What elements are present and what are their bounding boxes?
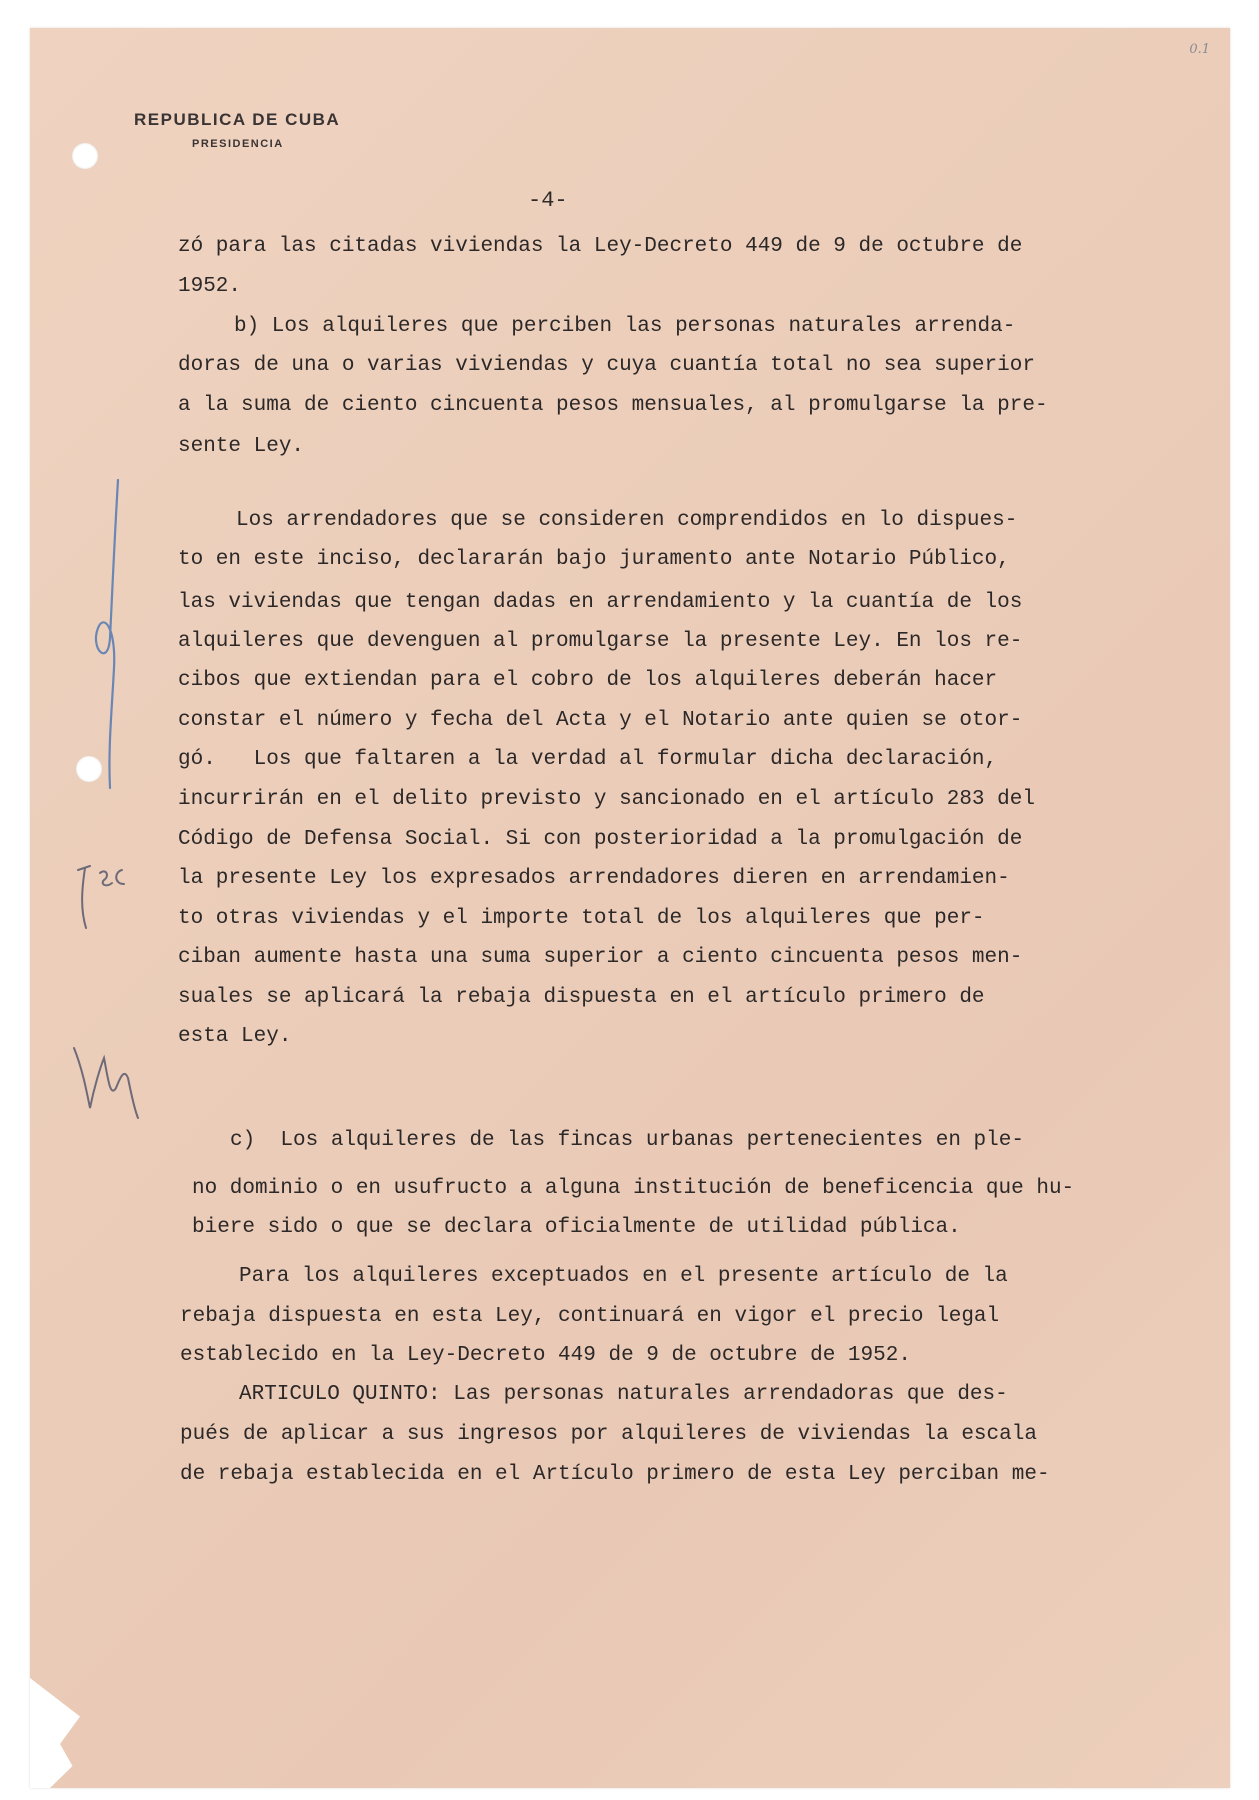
body-line: doras de una o varias viviendas y cuya cuantía total no sea superior [178, 354, 1035, 377]
punch-hole-bottom [76, 756, 102, 782]
corner-annotation: 0.1 [1189, 42, 1210, 57]
body-line: to en este inciso, declararán bajo juramento ante Notario Público, [178, 548, 1010, 571]
body-line: biere sido o que se declara oficialmente de utilidad pública. [192, 1216, 961, 1239]
body-line: gó. Los que faltaren a la verdad al formular dicha declaración, [178, 748, 998, 771]
body-line: pués de aplicar a sus ingresos por alquileres de viviendas la escala [180, 1423, 1037, 1446]
body-line: la presente Ley los expresados arrendadores dieren en arrendamien- [178, 867, 1010, 890]
letterhead [134, 110, 340, 150]
body-line: rebaja dispuesta en esta Ley, continuará en vigor el precio legal [180, 1305, 1000, 1328]
body-line: a la suma de ciento cincuenta pesos mensuales, al promulgarse la pre- [178, 394, 1048, 417]
margin-annotations [30, 28, 230, 1228]
body-line: ciban aumente hasta una suma superior a ciento cincuenta pesos men- [178, 946, 1023, 969]
body-line: c) Los alquileres de las fincas urbanas pertenecientes en ple- [230, 1129, 1024, 1152]
blue-pen-stroke [96, 480, 118, 788]
body-line: alquileres que devenguen al promulgarse la presente Ley. En los re- [178, 630, 1023, 653]
body-line: constar el número y fecha del Acta y el Notario ante quien se otor- [178, 709, 1023, 732]
body-line: cibos que extiendan para el cobro de los alquileres deberán hacer [178, 669, 998, 692]
body-line: suales se aplicará la rebaja dispuesta en el artículo primero de [178, 986, 985, 1009]
body-line: establecido en la Ley-Decreto 449 de 9 de octubre de 1952. [180, 1344, 911, 1367]
letterhead-subtitle: PRESIDENCIA [192, 138, 284, 150]
body-line: Los arrendadores que se consideren comprendidos en lo dispues- [236, 509, 1018, 532]
body-line: no dominio o en usufructo a alguna institución de beneficencia que hu- [192, 1177, 1075, 1200]
body-line: de rebaja establecida en el Artículo primero de esta Ley perciban me- [180, 1463, 1050, 1486]
page-number: -4- [528, 188, 568, 213]
body-line: ARTICULO QUINTO: Las personas naturales arrendadoras que des- [239, 1383, 1008, 1406]
body-line: zó para las citadas viviendas la Ley-Decreto 449 de 9 de octubre de [178, 235, 1023, 258]
body-line: esta Ley. [178, 1025, 292, 1048]
body-line: sente Ley. [178, 435, 305, 458]
body-line: las viviendas que tengan dadas en arrendamiento y la cuantía de los [178, 591, 1023, 614]
body-line: b) Los alquileres que perciben las personas naturales arrenda- [234, 315, 1016, 338]
punch-hole-top [72, 143, 98, 169]
torn-corner [30, 1678, 80, 1788]
pencil-signature [74, 1048, 138, 1118]
body-line: to otras viviendas y el importe total de los alquileres que per- [178, 907, 985, 930]
body-line: Para los alquileres exceptuados en el presente artículo de la [239, 1265, 1008, 1288]
letterhead-title: REPUBLICA DE CUBA [134, 110, 341, 129]
document-page [30, 28, 1230, 1788]
body-line: Código de Defensa Social. Si con posterioridad a la promulgación de [178, 828, 1023, 851]
body-line: incurrirán en el delito previsto y sancionado en el artículo 283 del [178, 788, 1035, 811]
pencil-initials [78, 866, 124, 928]
body-line: 1952. [178, 275, 242, 298]
